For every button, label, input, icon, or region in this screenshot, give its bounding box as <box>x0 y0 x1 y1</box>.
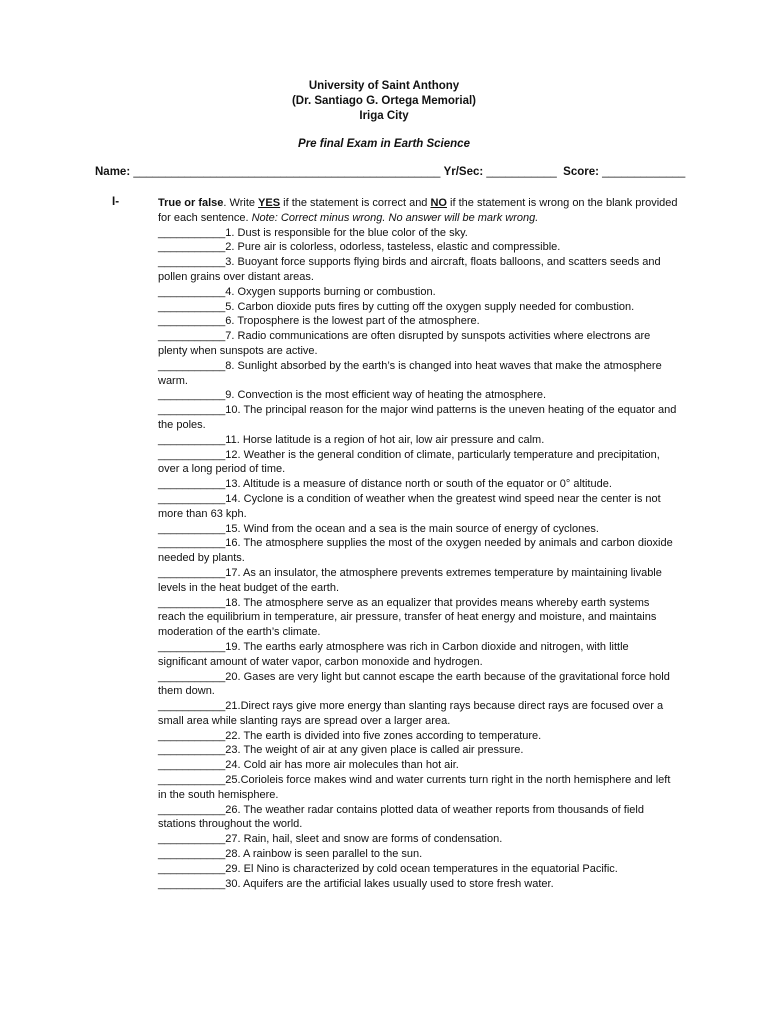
question-item: ___________23. The weight of air at any given place is called air pressure. <box>158 744 524 757</box>
question-item: ___________12. Weather is the general condition of climate, particularly temperature and precipitation, over a long period of time. <box>158 448 660 476</box>
question-item: ___________10. The principal reason for the major wind patterns is the uneven heating of the equator and the poles. <box>158 404 677 431</box>
question-item: ___________16. The atmosphere supplies the most of the oxygen needed by animals and carbon dioxide needed by plants. <box>158 537 673 565</box>
instruction-text-a: . Write <box>223 197 259 209</box>
question-item: ___________18. The atmosphere serve as an equalizer that provides means whereby earth systems reach the equilibrium in temperature, air pressure, transfer of heat energy and moisture, and maintains moderation of the earth’s climate. <box>158 596 657 639</box>
question-item: ___________24. Cold air has more air molecules than hot air. <box>158 759 459 772</box>
yrsec-blank: ___________ <box>486 166 557 178</box>
section-instructions <box>158 196 678 226</box>
student-info-line <box>95 166 695 178</box>
question-item: ___________26. The weather radar contains plotted data of weather reports from thousands of field stations throughout the world. <box>158 803 644 831</box>
name-blank: ________________________________________________ <box>133 166 441 178</box>
section-title: True or false <box>158 197 224 209</box>
question-item: ___________4. Oxygen supports burning or combustion. <box>158 285 436 298</box>
question-item: ___________30. Aquifers are the artificial lakes usually used to store fresh water. <box>158 877 554 890</box>
question-item: ___________1. Dust is responsible for the blue color of the sky. <box>158 226 468 239</box>
question-list <box>158 226 678 892</box>
exam-title: Pre final Exam in Earth Science <box>298 138 470 150</box>
city-name: Iriga City <box>359 110 409 122</box>
name-label: Name: <box>95 166 131 178</box>
question-item: ___________11. Horse latitude is a region of hot air, low air pressure and calm. <box>158 433 545 446</box>
question-item: ___________14. Cyclone is a condition of weather when the greatest wind speed near the center is not more than 63 kph. <box>158 492 661 520</box>
question-item: ___________5. Carbon dioxide puts fires by cutting off the oxygen supply needed for combustion. <box>158 300 635 313</box>
document-header <box>0 79 768 124</box>
question-item: ___________28. A rainbow is seen parallel to the sun. <box>158 848 423 861</box>
section-number: I- <box>112 196 120 208</box>
memorial-name: (Dr. Santiago G. Ortega Memorial) <box>291 95 477 107</box>
question-item: ___________20. Gases are very light but cannot escape the earth because of the gravitational force hold them down. <box>158 670 670 698</box>
question-item: ___________29. El Nino is characterized by cold ocean temperatures in the equatorial Pacific. <box>158 862 618 875</box>
score-blank: _____________ <box>602 166 686 178</box>
instruction-text-c: if the statement is wrong on the blank provided for each sentence. <box>158 197 678 224</box>
question-item: ___________25.Corioleis force makes wind and water currents turn right in the north hemisphere and left in the south hemisphere. <box>158 774 671 801</box>
question-item: ___________8. Sunlight absorbed by the earth’s is changed into heat waves that make the atmosphere warm. <box>158 359 662 387</box>
question-item: ___________7. Radio communications are often disrupted by sunspots activities where electrons are plenty when sunspots are active. <box>158 330 651 357</box>
question-item: ___________13. Altitude is a measure of distance north or south of the equator or 0° altitude. <box>158 478 612 491</box>
instruction-note: Note: Correct minus wrong. No answer will be mark wrong. <box>251 211 539 224</box>
score-label: Score: <box>563 166 599 178</box>
question-item: ___________19. The earths early atmosphere was rich in Carbon dioxide and nitrogen, with little significant amount of water vapor, carbon monoxide and hydrogen. <box>158 640 629 668</box>
question-item: ___________27. Rain, hail, sleet and snow are forms of condensation. <box>158 833 503 846</box>
question-item: ___________21.Direct rays give more energy than slanting rays because direct rays are focused over a small area while slanting rays are spread over a larger area. <box>158 700 664 727</box>
section-content <box>158 196 678 891</box>
question-item: ___________9. Convection is the most efficient way of heating the atmosphere. <box>158 389 547 402</box>
no-keyword: NO <box>430 197 447 209</box>
question-item: ___________3. Buoyant force supports flying birds and aircraft, floats balloons, and scatters seeds and pollen grains over distant areas. <box>158 256 661 283</box>
instruction-text-b: if the statement is correct and <box>280 197 431 209</box>
university-name: University of Saint Anthony <box>308 80 460 92</box>
question-item: ___________6. Troposphere is the lowest part of the atmosphere. <box>158 315 480 328</box>
yes-keyword: YES <box>258 197 281 209</box>
yrsec-label: Yr/Sec: <box>443 166 484 178</box>
question-item: ___________2. Pure air is colorless, odorless, tasteless, elastic and compressible. <box>158 241 561 254</box>
question-item: ___________17. As an insulator, the atmosphere prevents extremes temperature by maintaining livable levels in the heat budget of the earth. <box>158 566 662 594</box>
question-item: ___________15. Wind from the ocean and a sea is the main source of energy of cyclones. <box>158 522 599 535</box>
question-item: ___________22. The earth is divided into five zones according to temperature. <box>158 729 542 742</box>
